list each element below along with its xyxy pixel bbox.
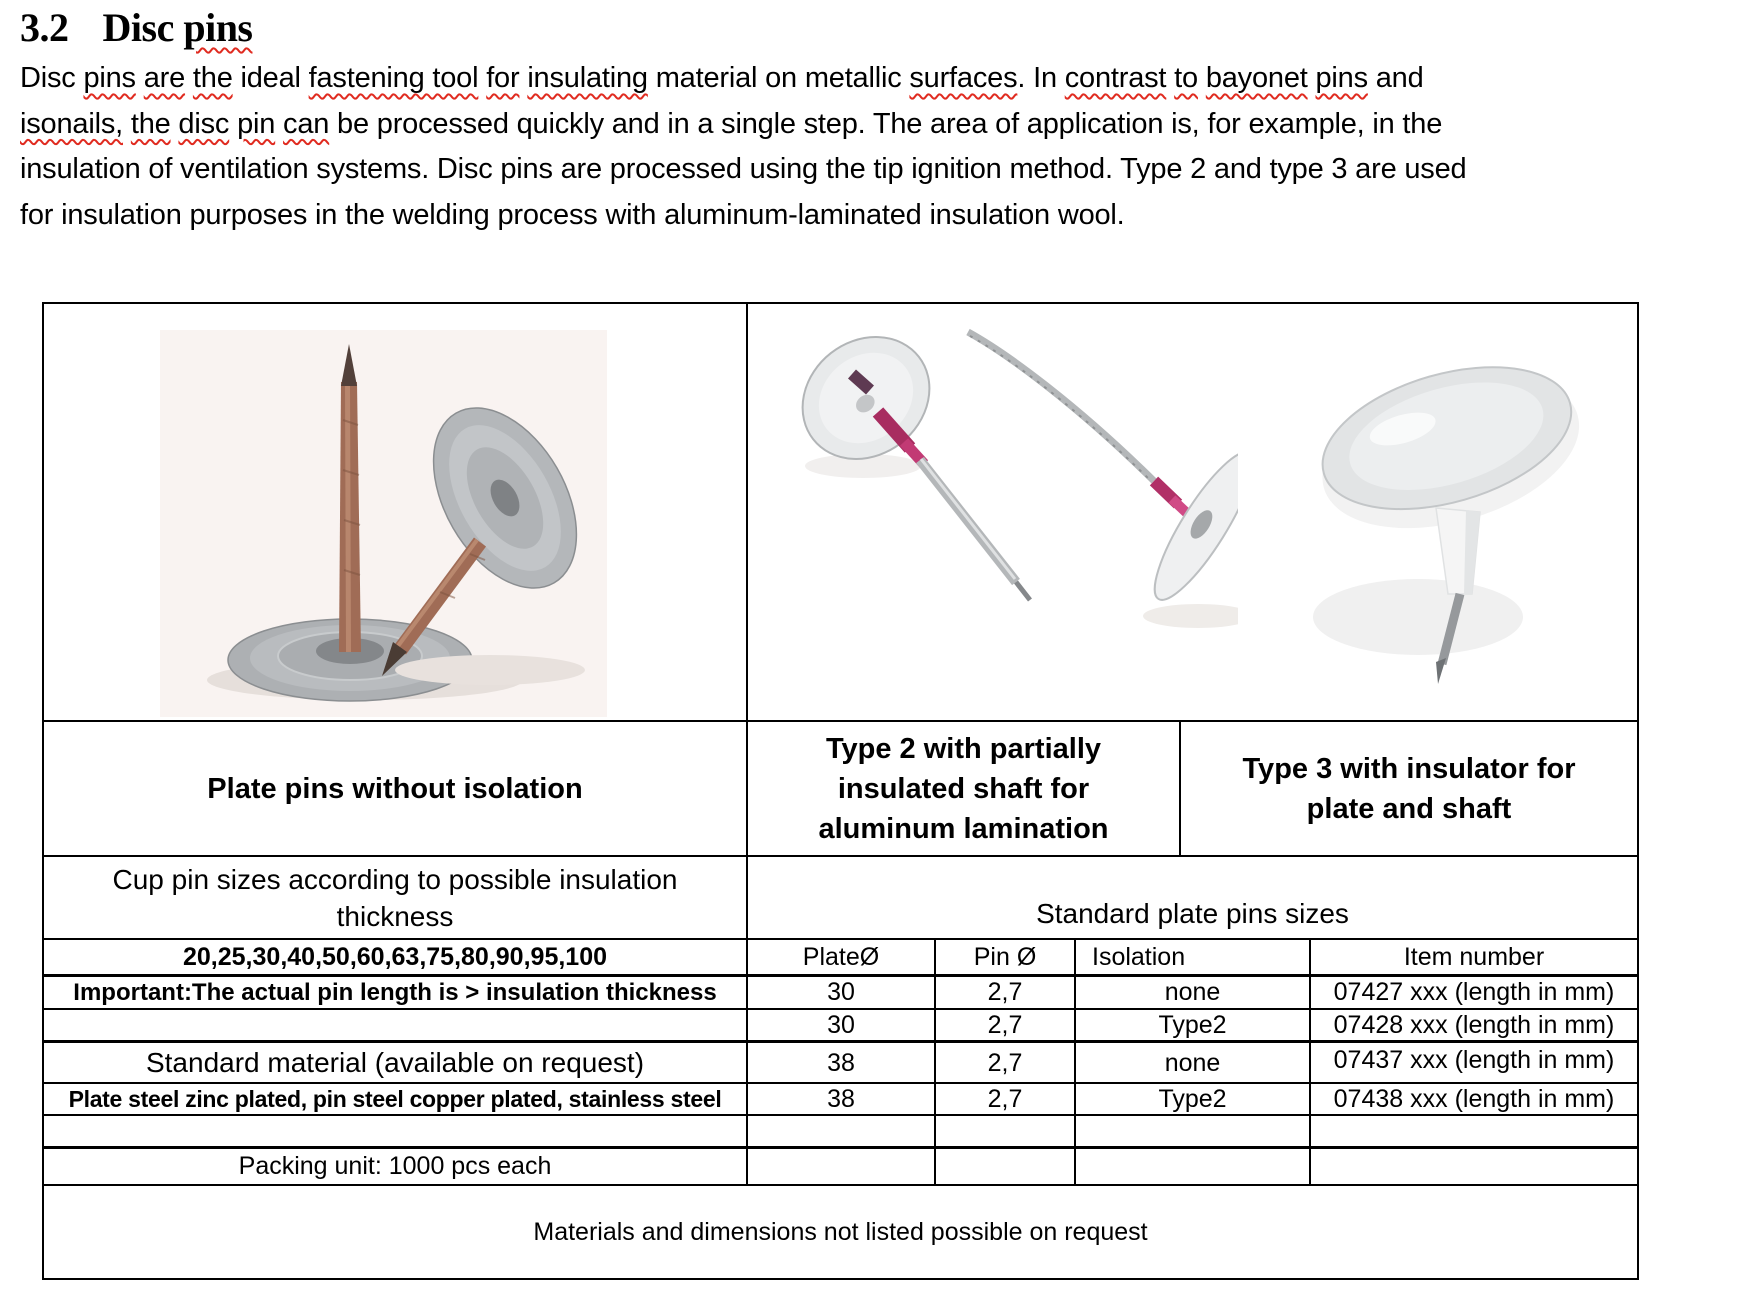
intro-paragraph bbox=[20, 56, 1466, 238]
cell-pin-2: 2,7 bbox=[936, 1010, 1076, 1043]
header-type3: Type 3 with insulator for plate and shaft bbox=[1181, 722, 1637, 857]
header-type2: Type 2 with partially insulated shaft for aluminum lamination bbox=[748, 722, 1181, 857]
cell-plate-4: 38 bbox=[748, 1084, 936, 1116]
note-standard-material: Standard material (available on request) bbox=[44, 1043, 748, 1084]
note-plate-materials: Plate steel zinc plated, pin steel copper plated, stainless steel bbox=[44, 1084, 748, 1116]
column-header-item-number: Item number bbox=[1311, 940, 1637, 977]
type2-pins-photo bbox=[758, 316, 1238, 646]
plate-pins-photo-cell bbox=[44, 304, 748, 722]
paragraph-line-2: isonails, the disc pin can be processed quickly and in a single step. The area of application is, for example, in the bbox=[20, 107, 1443, 140]
cell-pin-3: 2,7 bbox=[936, 1043, 1076, 1084]
column-header-pin-diameter: Pin Ø bbox=[936, 940, 1076, 977]
note-important-pin-length: Important:The actual pin length is > insulation thickness bbox=[44, 977, 748, 1010]
cell-item-empty bbox=[1311, 1116, 1637, 1149]
cell-isolation-empty-2 bbox=[1076, 1149, 1311, 1186]
subheader-cup-pin-sizes: Cup pin sizes according to possible insulation thickness bbox=[44, 857, 748, 940]
cell-item-3: 07437 xxx (length in mm) bbox=[1311, 1043, 1637, 1084]
cell-isolation-4: Type2 bbox=[1076, 1084, 1311, 1116]
cell-isolation-1: none bbox=[1076, 977, 1311, 1010]
cell-pin-empty-2 bbox=[936, 1149, 1076, 1186]
type3-pin-photo bbox=[1308, 332, 1608, 692]
cell-pin-1: 2,7 bbox=[936, 977, 1076, 1010]
section-title: Disc pins bbox=[102, 5, 253, 50]
type2-type3-photos-cell bbox=[748, 304, 1637, 722]
table-footer-note: Materials and dimensions not listed possible on request bbox=[533, 1217, 1148, 1246]
disc-pins-table bbox=[42, 302, 1639, 1280]
cell-pin-4: 2,7 bbox=[936, 1084, 1076, 1116]
cell-plate-empty bbox=[748, 1116, 936, 1149]
column-header-isolation: Isolation bbox=[1076, 940, 1311, 977]
cell-left-empty-1 bbox=[44, 1010, 748, 1043]
paragraph-line-3: insulation of ventilation systems. Disc pins are processed using the tip ignition method. Type 2 and type 3 are used bbox=[20, 153, 1467, 185]
column-header-plate-diameter: PlateØ bbox=[748, 940, 936, 977]
section-heading bbox=[20, 4, 253, 52]
cell-plate-empty-2 bbox=[748, 1149, 936, 1186]
cell-left-empty-2 bbox=[44, 1116, 748, 1149]
cell-plate-1: 30 bbox=[748, 977, 936, 1010]
cell-plate-3: 38 bbox=[748, 1043, 936, 1084]
cell-item-2: 07428 xxx (length in mm) bbox=[1311, 1010, 1637, 1043]
plate-pins-photo bbox=[160, 330, 607, 717]
cell-item-1: 07427 xxx (length in mm) bbox=[1311, 977, 1637, 1010]
cell-item-4: 07438 xxx (length in mm) bbox=[1311, 1084, 1637, 1116]
column-sizes-list: 20,25,30,40,50,60,63,75,80,90,95,100 bbox=[44, 940, 748, 977]
cell-pin-empty bbox=[936, 1116, 1076, 1149]
cell-item-empty-2 bbox=[1311, 1149, 1637, 1186]
cell-isolation-empty bbox=[1076, 1116, 1311, 1149]
note-packing-unit: Packing unit: 1000 pcs each bbox=[44, 1149, 748, 1186]
paragraph-line-4: for insulation purposes in the welding process with aluminum-laminated insulation wool. bbox=[20, 198, 1125, 231]
section-number: 3.2 bbox=[20, 5, 69, 50]
subheader-standard-plate-pins: Standard plate pins sizes bbox=[748, 857, 1637, 940]
header-plate-pins: Plate pins without isolation bbox=[44, 722, 748, 857]
cell-isolation-3: none bbox=[1076, 1043, 1311, 1084]
cell-plate-2: 30 bbox=[748, 1010, 936, 1043]
cell-isolation-2: Type2 bbox=[1076, 1010, 1311, 1043]
paragraph-line-1: Disc pins are the ideal fastening tool for insulating material on metallic surfaces. In contrast to bayonet pins and bbox=[20, 62, 1424, 94]
